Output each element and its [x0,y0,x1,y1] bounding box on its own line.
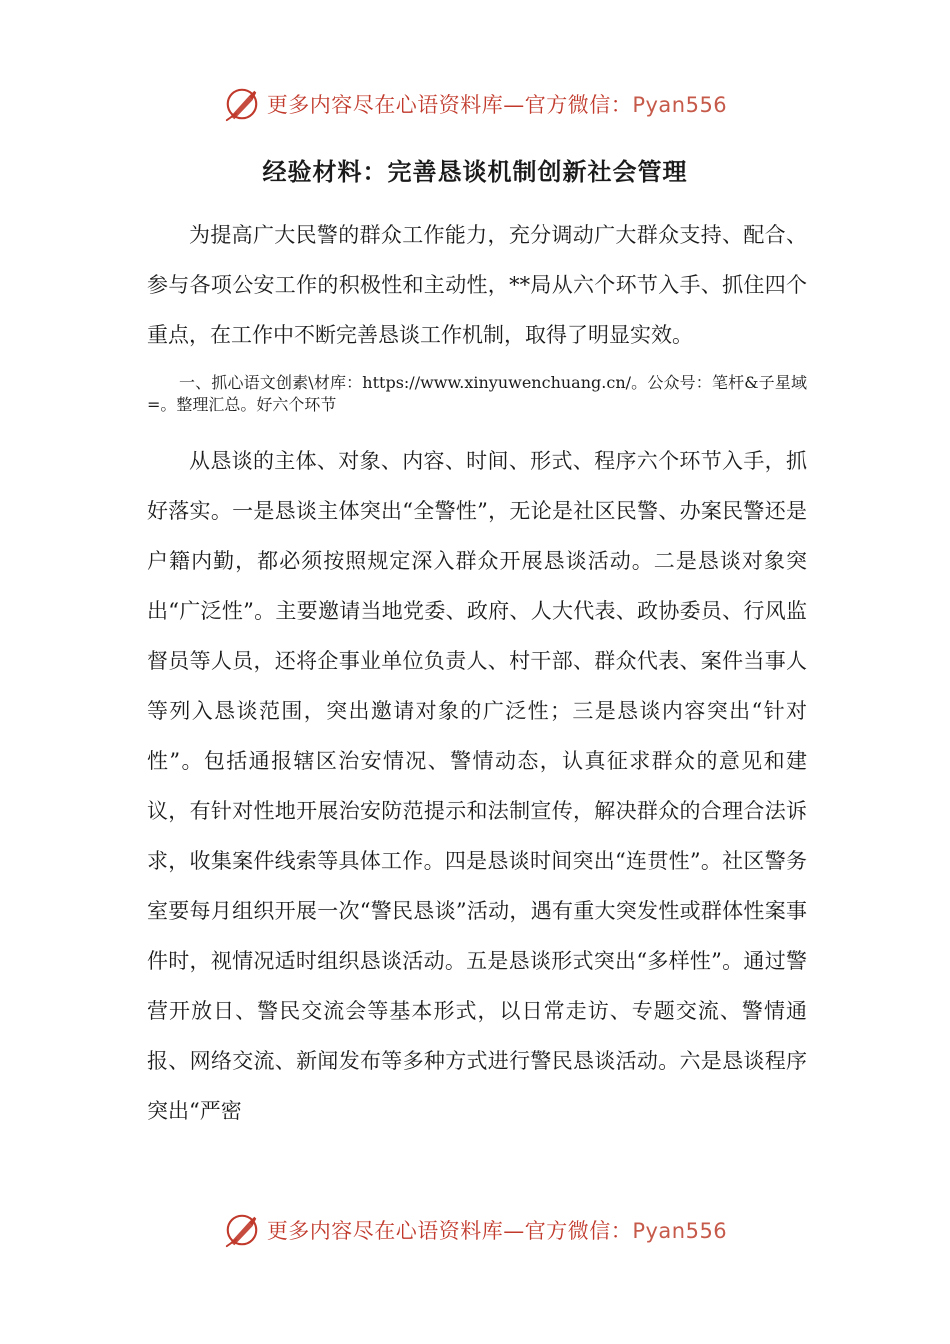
header-watermark [0,82,950,126]
watermark-text: 更多内容尽在心语资料库—官方微信： [266,1219,633,1243]
paragraph-intro: 为提高广大民警的群众工作能力，充分调动广大群众支持、配合、参与各项公安工作的积极性和主动性，**局从六个环节入手、抓住四个重点，在工作中不断完善恳谈工作机制，取得了明显实效。 [147,223,807,347]
pen-nib-logo-icon [223,1211,261,1249]
wechat-id: Pyan556 [632,1219,728,1243]
wechat-id: Pyan556 [632,93,728,117]
document-title: 经验材料：完善恳谈机制创新社会管理 [262,157,688,186]
section-heading-1: 一、抓心语文创素\材库：https://www.xinyuwenchuang.cn/。公众号：笔杆&子星域=。整理汇总。好六个环节 [147,373,807,414]
pen-nib-logo-icon [223,85,261,123]
paragraph-six-links: 从恳谈的主体、对象、内容、时间、形式、程序六个环节入手，抓好落实。一是恳谈主体突出“全警性”，无论是社区民警、办案民警还是户籍内勤，都必须按照规定深入群众开展恳谈活动。二是恳谈对象突出“广泛性”。主要邀请当地党委、政府、人大代表、政协委员、行风监督员等人员，还将企事业单位负责人、村干部、群众代表、案件当事人等列入恳谈范围，突出邀请对象的广泛性；三是恳谈内容突出“针对性”。包括通报辖区治安情况、警情动态，认真征求群众的意见和建议，有针对性地开展治安防范提示和法制宣传，解决群众的合理合法诉求，收集案件线索等具体工作。四是恳谈时间突出“连贯性”。社区警务室要每月组织开展一次“警民恳谈”活动，遇有重大突发性或群体性案事件时，视情况适时组织恳谈活动。五是恳谈形式突出“多样性”。通过警营开放日、警民交流会等基本形式，以日常走访、专题交流、警情通报、网络交流、新闻发布等多种方式进行警民恳谈活动。六是恳谈程序突出“严密 [147,449,807,1123]
footer-watermark [0,1208,950,1252]
watermark-text: 更多内容尽在心语资料库—官方微信： [266,93,633,117]
